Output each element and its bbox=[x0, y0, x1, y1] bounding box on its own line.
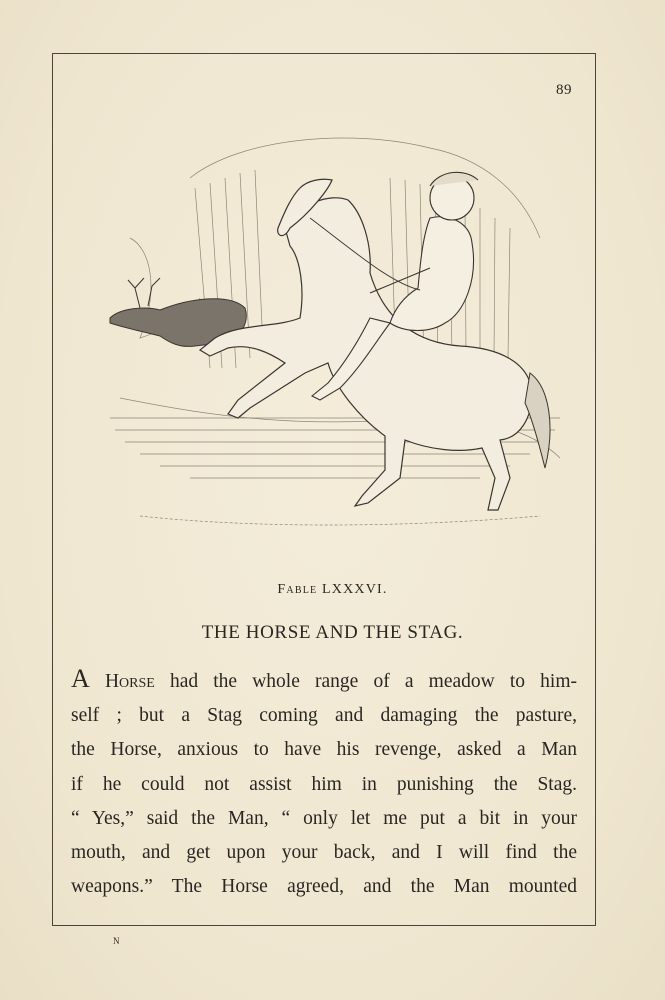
text-line-5: “ Yes,” said the Man, “ only let me put a bit in your bbox=[71, 807, 577, 829]
fable-title: THE HORSE AND THE STAG. bbox=[201, 622, 464, 643]
text-line-3: the Horse, anxious to have his revenge, asked a Man bbox=[71, 739, 577, 761]
text-line-6: mouth, and get upon your back, and I will find the bbox=[71, 842, 577, 864]
drop-cap: A bbox=[71, 664, 90, 693]
signature-mark: N bbox=[113, 936, 120, 946]
engraving-horse-rider-stag bbox=[100, 118, 570, 538]
fable-body bbox=[71, 662, 577, 904]
text-line-1 bbox=[71, 662, 577, 699]
text-line-1-rest: had the whole range of a meadow to him- bbox=[154, 671, 577, 692]
fable-number: Fable LXXXVI. bbox=[277, 582, 388, 597]
page-number: 89 bbox=[556, 82, 572, 98]
opening-word: Horse bbox=[104, 671, 155, 692]
text-line-4: if he could not assist him in punishing the Stag. bbox=[71, 773, 577, 795]
text-line-2: self ; but a Stag coming and damaging the pasture, bbox=[71, 705, 577, 727]
text-line-7: weapons.” The Horse agreed, and the Man mounted bbox=[71, 876, 577, 898]
